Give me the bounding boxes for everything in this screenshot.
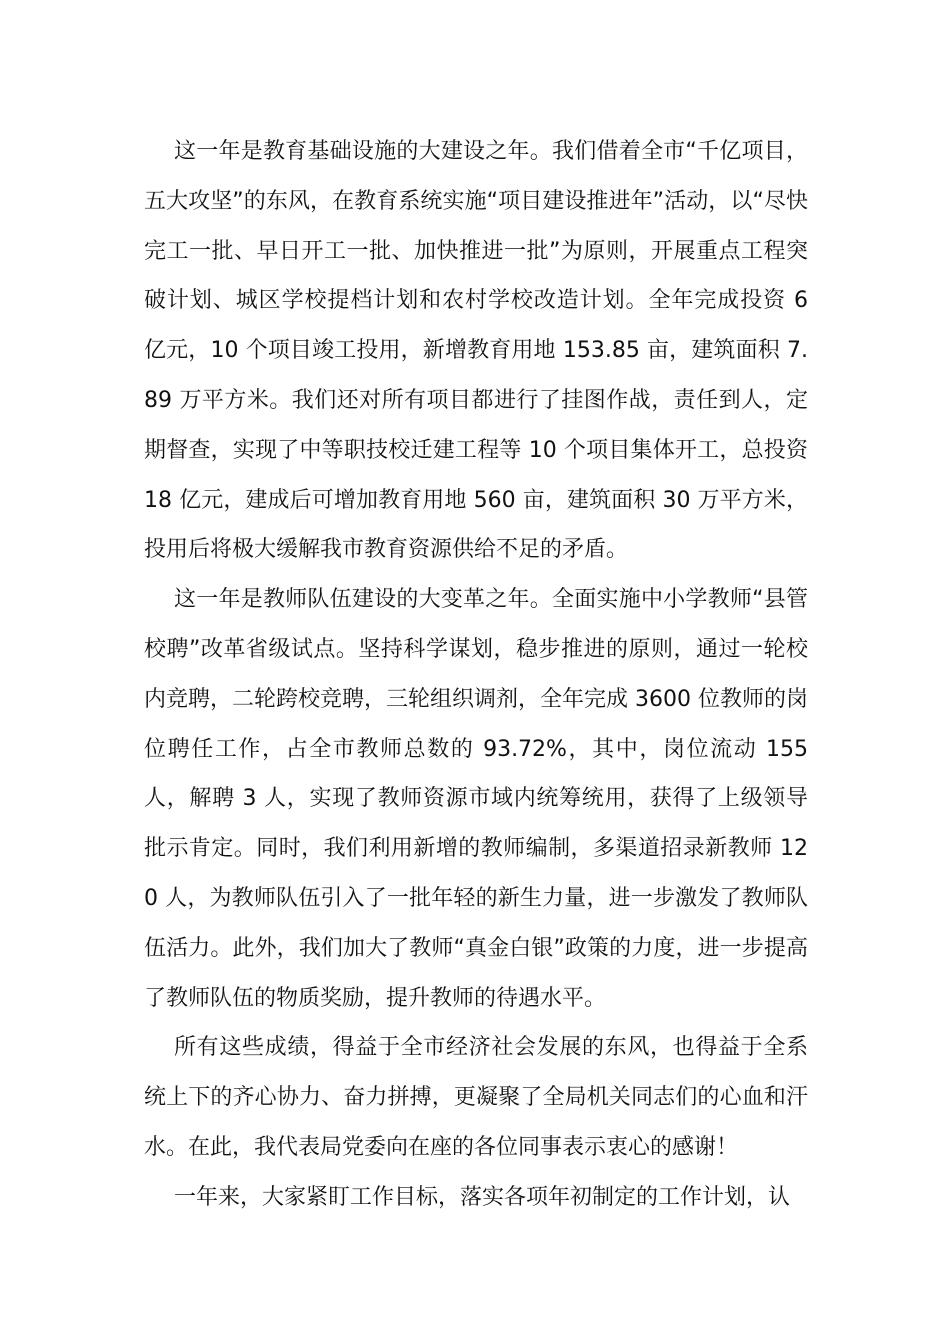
paragraph-infrastructure: 这一年是教育基础设施的大建设之年。我们借着全市“千亿项目，五大攻坚”的东风，在教育系统实施“项目建设推进年”活动，以“尽快完工一批、早日开工一批、加快推进一批”为原则，开展重点工程突破计划、城区学校提档计划和农村学校改造计划。全年完成投资 6 亿元，10 个项目竣工投用，新增教育用地 153.85 亩，建筑面积 7.89 万平方米。我们还对所有项目都进行了挂图作战，责任到人，定期督查，实现了中等职技校迁建工程等 10 个项目集体开工，总投资 18 亿元，建成后可增加教育用地 560 亩，建筑面积 30 万平方米，投用后将极大缓解我市教育资源供给不足的矛盾。	[144, 139, 808, 563]
document-body	[144, 127, 808, 1223]
paragraph-teacher-reform: 这一年是教师队伍建设的大变革之年。全面实施中小学教师“县管校聘”改革省级试点。坚持科学谋划，稳步推进的原则，通过一轮校内竞聘，二轮跨校竞聘，三轮组织调剂，全年完成 3600 位教师的岗位聘任工作，占全市教师总数的 93.72%，其中，岗位流动 155 人，解聘 3 人，实现了教师资源市域内统筹统用，获得了上级领导批示肯定。同时，我们利用新增的教师编制，多渠道招录新教师 120 人，为教师队伍引入了一批年轻的新生力量，进一步激发了教师队伍活力。此外，我们加大了教师“真金白银”政策的力度，进一步提高了教师队伍的物质奖励，提升教师的待遇水平。	[144, 587, 808, 1011]
paragraph-acknowledgement: 所有这些成绩，得益于全市经济社会发展的东风，也得益于全系统上下的齐心协力、奋力拼搏，更凝聚了全局机关同志们的心血和汗水。在此，我代表局党委向在座的各位同事表示衷心的感谢！	[144, 1035, 808, 1160]
paragraph-continuation: 一年来，大家紧盯工作目标，落实各项年初制定的工作计划，认	[174, 1184, 791, 1210]
